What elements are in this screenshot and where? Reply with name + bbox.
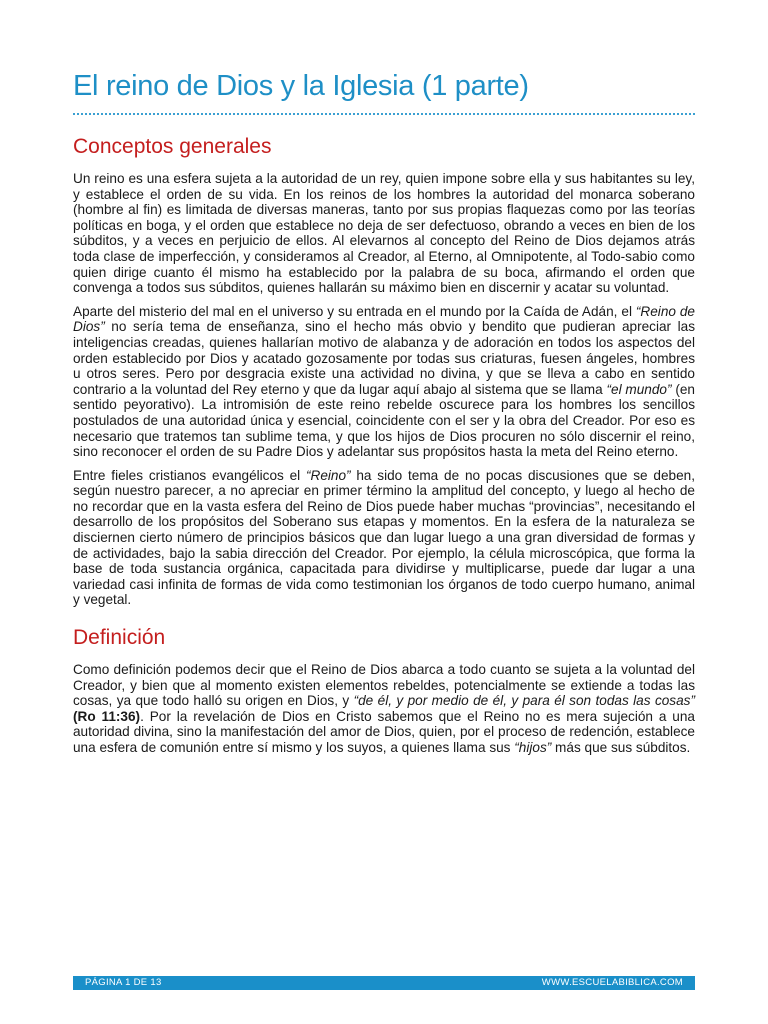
text-run: no sería tema de enseñanza, sino el hecho más obvio y bendito que pudieran apreciar las inteligencias creadas, quienes hallarían motivo de alabanza y de adoración en todos los aspectos del orden establecido por Dios y acatado gozosamente por todas sus criaturas, fuesen ángeles, hombres u otros seres. Pero por desgracia existe una actividad no divina, y que se lleva a cabo en sentido contrario a la voluntad del Rey eterno y que da lugar aquí abajo al sistema que se llama [73,319,695,397]
text-run: (en sentido peyorativo). La intromisión de este reino rebelde oscurece para los hombres los sencillos postulados de una autoridad única y esencial, coincidente con el ser y la obra del Creador. Por eso es necesario que tratemos tan sublime tema, y que los hijos de Dios procuren no sólo discernir el reino, sino reconocer el orden de su Padre Dios y adelantar sus propósitos hasta la meta del Reino eterno. [73,381,695,460]
quoted-term-reino: “Reino” [306,467,351,483]
scripture-reference: (Ro 11:36) [73,708,141,724]
quoted-term-hijos: “hijos” [514,740,552,755]
page-number: PÁGINA 1 DE 13 [85,977,162,988]
text-run: Entre fieles cristianos evangélicos el [73,467,306,483]
section-heading-definicion: Definición [73,626,166,650]
text-run: Aparte del misterio del mal en el universo y su entrada en el mundo por la Caída de Adán, el [73,303,636,319]
text-run: ha sido tema de no pocas discusiones que se deben, según nuestro parecer, a no apreciar en primer término la amplitud del concepto, y luego al hecho de no recordar que en la vasta esfera del Reino de Dios puede haber muchas “provincias”, necesitando el desarrollo de los propósitos del Soberano sus etapas y momentos. En la esfera de la naturaleza se disciernen cierto número de principios básicos que dan lugar luego a una gran diversidad de formas y de actividades, bajo la sabia dirección del Creador. Por ejemplo, la célula microscópica, que forma la base de toda sustancia orgánica, capacitada para dividirse y multiplicarse, puede dar lugar a una variedad casi infinita de formas de vida como testimonian los órganos de todo cuerpo humano, animal y vegetal. [73,467,695,608]
text-run: Como definición podemos decir que el Reino de Dios abarca a todo cuanto se sujeta a la voluntad del Creador, y bien que al momento existen elementos rebeldes, potencialmente se extiende a todas las cosas, ya que todo halló su origen en Dios, y [73,662,695,709]
text-run: . Por la revelación de Dios en Cristo sabemos que el Reino no es mera sujeción a una autoridad divina, sino la manifestación del amor de Dios, quien, por el proceso de redención, establece una esfera de comunión entre sí mismo y los suyos, a quienes llama sus [73,708,695,755]
quoted-term-reino-de-dios: “Reino de Dios” [73,303,695,335]
footer-bar [73,976,695,990]
page-title: El reino de Dios y la Iglesia (1 parte) [73,70,529,102]
section-heading-conceptos-generales: Conceptos generales [73,135,272,158]
paragraph-conceptos-2 [73,304,695,460]
paragraph-conceptos-3 [73,468,695,608]
text-run: más que sus súbditos. [551,740,691,755]
paragraph-conceptos-1: Un reino es una esfera sujeta a la autoridad de un rey, quien impone sobre ella y sus habitantes su ley, y establece el orden de su vida. En los reinos de los hombres la autoridad del monarca soberano (hombre al fin) es limitada de diversas maneras, tanto por sus propias flaquezas como por las teorías políticas en boga, y el orden que establece no deja de ser defectuoso, obrando a veces en bien de los súbditos, y a veces en perjuicio de ellos. Al elevarnos al concepto del Reino de Dios dejamos atrás toda clase de imperfección, y consideramos al Creador, al Eterno, al Omnipotente, al Todo-sabio como quien dirige cuanto él mismo ha establecido por la palabra de su boca, afirmando el orden que convenga a todos sus súbditos, quienes hallarán su máximo bien en discernir y acatar su voluntad. [73,171,695,296]
title-dotted-rule [73,113,695,115]
quoted-scripture: “de él, y por medio de él, y para él son todas las cosas” [353,693,695,709]
document-body [73,132,695,756]
quoted-term-el-mundo: “el mundo” [606,381,672,397]
website-link[interactable]: WWW.ESCUELABIBLICA.COM [541,977,683,988]
paragraph-definicion-1 [73,662,695,756]
